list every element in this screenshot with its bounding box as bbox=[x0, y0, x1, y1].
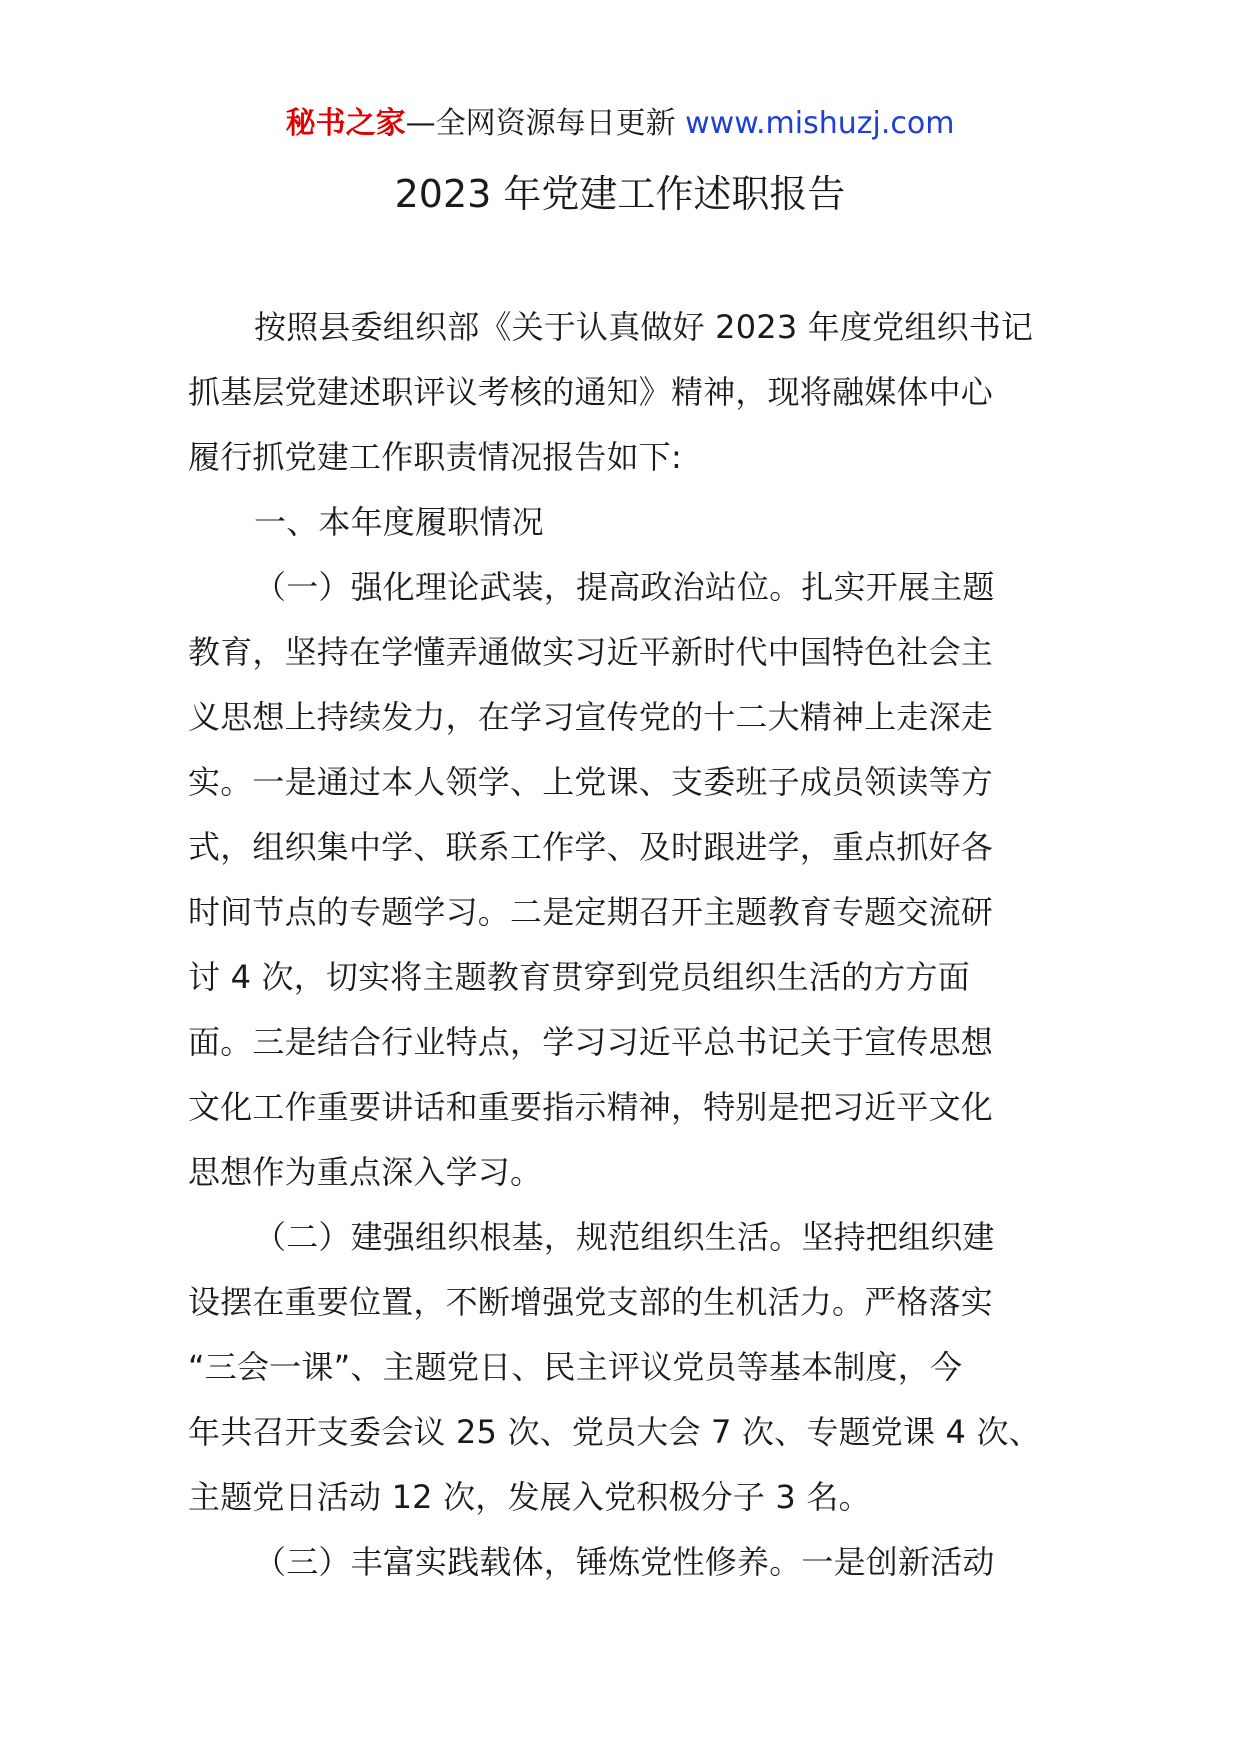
document-title: 2023 年党建工作述职报告 bbox=[394, 172, 846, 216]
site-url-link[interactable]: www.mishuzj.com bbox=[685, 106, 955, 141]
paragraph-line: （一）强化理论武装，提高政治站位。扎实开展主题 bbox=[254, 568, 995, 606]
paragraph-line: 讨 4 次，切实将主题教育贯穿到党员组织生活的方方面 bbox=[188, 958, 970, 996]
brand-name: 秘书之家 bbox=[285, 106, 406, 141]
paragraph-line: 设摆在重要位置，不断增强党支部的生机活力。严格落实 bbox=[188, 1283, 994, 1321]
paragraph-line: 时间节点的专题学习。二是定期召开主题教育专题交流研 bbox=[188, 893, 994, 931]
site-header bbox=[0, 100, 1240, 148]
paragraph-line: （三）丰富实践载体，锤炼党性修养。一是创新活动 bbox=[254, 1543, 995, 1581]
paragraph-line: 面。三是结合行业特点，学习习近平总书记关于宣传思想 bbox=[188, 1023, 994, 1061]
paragraph-line: 义思想上持续发力，在学习宣传党的十二大精神上走深走 bbox=[188, 698, 994, 736]
paragraph-line: 式，组织集中学、联系工作学、及时跟进学，重点抓好各 bbox=[188, 828, 994, 866]
section-heading: 一、本年度履职情况 bbox=[254, 503, 544, 541]
paragraph-line: 思想作为重点深入学习。 bbox=[188, 1153, 543, 1191]
paragraph-line: 按照县委组织部《关于认真做好 2023 年度党组织书记 bbox=[254, 308, 1034, 346]
paragraph-line: 年共召开支委会议 25 次、党员大会 7 次、专题党课 4 次、 bbox=[188, 1413, 1041, 1451]
header-tagline: —全网资源每日更新 bbox=[405, 106, 676, 141]
paragraph-line: 文化工作重要讲话和重要指示精神，特别是把习近平文化 bbox=[188, 1088, 994, 1126]
paragraph-line: 履行抓党建工作职责情况报告如下: bbox=[188, 438, 682, 476]
paragraph-line: 实。一是通过本人领学、上党课、支委班子成员领读等方 bbox=[188, 763, 994, 801]
paragraph-line: 主题党日活动 12 次，发展入党积极分子 3 名。 bbox=[188, 1478, 871, 1516]
paragraph-line: 教育，坚持在学懂弄通做实习近平新时代中国特色社会主 bbox=[188, 633, 994, 671]
paragraph-line: （二）建强组织根基，规范组织生活。坚持把组织建 bbox=[254, 1218, 995, 1256]
paragraph-line: “三会一课”、主题党日、民主评议党员等基本制度，今 bbox=[188, 1348, 963, 1386]
paragraph-line: 抓基层党建述职评议考核的通知》精神，现将融媒体中心 bbox=[188, 373, 994, 411]
document-body bbox=[188, 295, 1054, 1595]
